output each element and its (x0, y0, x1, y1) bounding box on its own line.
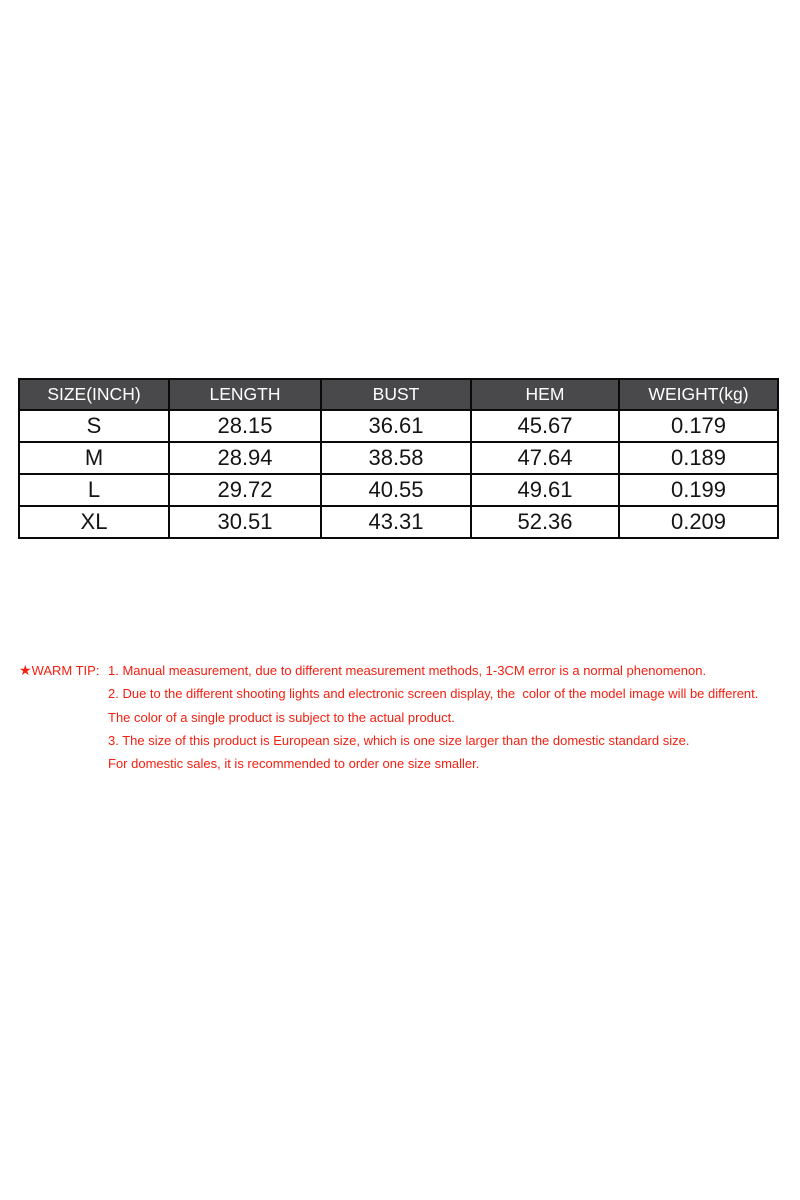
warm-tip-label (19, 659, 99, 682)
tip-line-5: For domestic sales, it is recommended to order one size smaller. (108, 756, 480, 772)
weight-value: 0.179 (619, 410, 778, 442)
column-header-hem: HEM (471, 379, 619, 410)
length-value: 28.15 (169, 410, 321, 442)
tip-line-2: 2. Due to the different shooting lights and electronic screen display, the color of the model image will be different. (108, 686, 759, 702)
length-value: 28.94 (169, 442, 321, 474)
size-chart-table (18, 378, 779, 539)
column-header-weight: WEIGHT(kg) (619, 379, 778, 410)
tip-line-1: 1. Manual measurement, due to different measurement methods, 1-3CM error is a normal phenomenon. (108, 663, 707, 678)
table-row-s (19, 410, 778, 442)
hem-value: 47.64 (471, 442, 619, 474)
column-header-bust: BUST (321, 379, 471, 410)
weight-value: 0.209 (619, 506, 778, 538)
table-row-l (19, 474, 778, 506)
table-row-xl (19, 506, 778, 538)
bust-value: 38.58 (321, 442, 471, 474)
column-header-length: LENGTH (169, 379, 321, 410)
tip-line-3: The color of a single product is subject to the actual product. (108, 709, 455, 725)
weight-value: 0.189 (619, 442, 778, 474)
star-icon: ★ (19, 662, 32, 678)
size-label: L (19, 474, 169, 506)
hem-value: 49.61 (471, 474, 619, 506)
hem-value: 52.36 (471, 506, 619, 538)
length-value: 30.51 (169, 506, 321, 538)
size-label: XL (19, 506, 169, 538)
table-row-m (19, 442, 778, 474)
hem-value: 45.67 (471, 410, 619, 442)
table-header-row (19, 379, 778, 410)
size-label: S (19, 410, 169, 442)
bust-value: 40.55 (321, 474, 471, 506)
warm-tip-title: WARM TIP: (31, 663, 100, 678)
length-value: 29.72 (169, 474, 321, 506)
tip-line-4: 3. The size of this product is European size, which is one size larger than the domestic standard size. (108, 732, 690, 748)
bust-value: 36.61 (321, 410, 471, 442)
warm-tip-lines (108, 659, 800, 775)
bust-value: 43.31 (321, 506, 471, 538)
size-label: M (19, 442, 169, 474)
column-header-size: SIZE(INCH) (19, 379, 169, 410)
weight-value: 0.199 (619, 474, 778, 506)
